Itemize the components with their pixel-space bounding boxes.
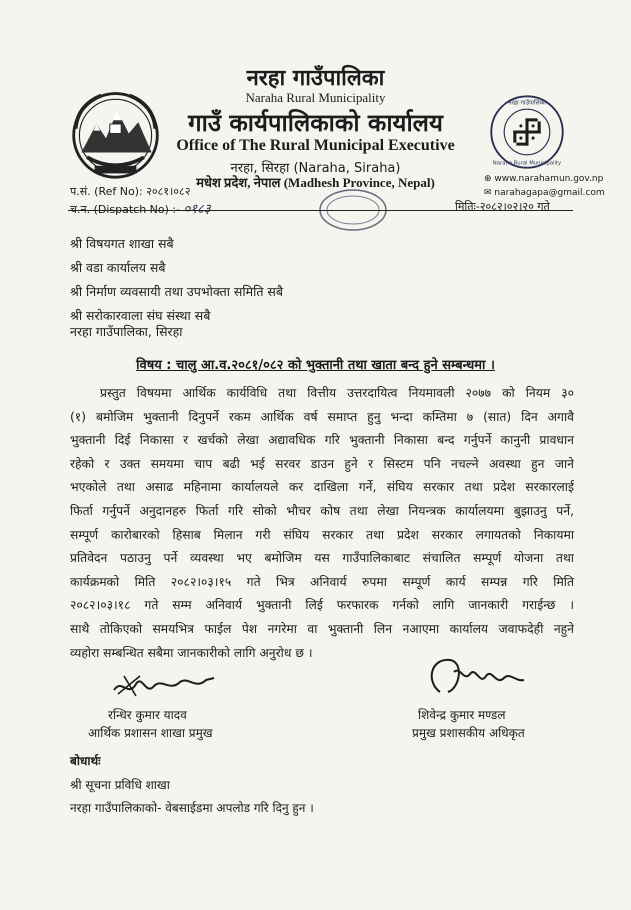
- addressee-line: नरहा गाउँपालिका, सिरहा: [70, 324, 183, 339]
- website: www.narahamun.gov.np: [494, 174, 604, 184]
- dispatch-label: च.न. (Dispatch No) :-: [70, 203, 181, 216]
- left-signatory-name: रन्धिर कुमार यादव: [108, 708, 187, 722]
- globe-icon: ⊕: [484, 174, 495, 184]
- body-line: सम्पूर्ण कारोबारको हिसाब मिलान गरी संघिय सरकार तथा प्रदेश सरकार लगायतको निकायमा: [70, 527, 574, 542]
- right-signature: [420, 652, 530, 702]
- body-line: प्रस्तुत विषयमा आर्थिक कार्यविधि तथा वित्तीय उत्तरदायित्व नियमावली २०७७ को नियम ३०: [100, 386, 574, 400]
- left-signature: [110, 668, 220, 704]
- cc-line: श्री सूचना प्रविधि शाखा: [70, 778, 170, 792]
- municipality-name-np: नरहा गाउँपालिका: [246, 66, 385, 91]
- body-line: (१) बमोजिम भुक्तानी दिनुपर्ने रकम आर्थिक वर्ष समाप्त हुनु भन्दा कम्तिमा ७ (सात) दिन अगावै: [70, 409, 574, 424]
- seal-text: नरहा गाउँपालिका: [508, 99, 546, 107]
- website-line: [484, 174, 603, 184]
- body-line: भुक्तानी दिई निकासा र खर्चको लेखा अद्यावधिक गरि भुक्तानी निकासा बन्द गर्नुपर्ने कानुनी प्रावधान: [70, 433, 574, 448]
- addressee-line: श्री सरोकारवाला संघ संस्था सबै: [70, 308, 211, 323]
- left-signatory-title: आर्थिक प्रशासन शाखा प्रमुख: [88, 726, 213, 740]
- letter-subject: [0, 355, 631, 373]
- addressee-line: श्री वडा कार्यालय सबै: [70, 260, 166, 275]
- subject-text: विषय : चालु आ.व.२०८१/०८२ को भुक्तानी तथा खाता बन्द हुने सम्बन्धमा ।: [136, 358, 495, 373]
- dispatch-number: [70, 199, 211, 217]
- office-name-en: Office of The Rural Municipal Executive: [176, 137, 455, 154]
- cc-title: बोधार्थः: [70, 754, 101, 768]
- dispatch-value: ०१८३: [183, 202, 211, 217]
- email: narahagapa@gmail.com: [494, 188, 605, 198]
- ref-number: प.सं. (Ref No): २०८१।०८२: [70, 185, 191, 198]
- body-line: २०८२।०३।१८ गते सम्म अनिवार्य भुक्तानी लिई फरफारक गर्नको लागि जानकारी गराईन्छ ।: [70, 598, 574, 613]
- addressee-line: श्री विषयगत शाखा सबै: [70, 236, 174, 251]
- body-line: कार्यक्रमको मिति २०८२।०३।१५ गते भित्र अनिवार्य रुपमा सम्पूर्ण कार्य सम्पन्न गरि मिति: [70, 574, 574, 589]
- email-line: [484, 188, 605, 198]
- municipality-name-en: Naraha Rural Municipality: [245, 90, 386, 105]
- svg-text:Naraha Rural Municipality: Naraha Rural Municipality: [492, 160, 562, 167]
- right-signatory-title: प्रमुख प्रशासकीय अधिकृत: [412, 726, 525, 740]
- letter-body: [70, 382, 574, 665]
- header-divider: [68, 210, 573, 211]
- body-line: प्रतिवेदन पठाउनु पर्ने व्यवस्था भए बमोजिम यस गाउँपालिकाबाट संचालित सम्पूर्ण योजना तथा: [70, 551, 574, 566]
- office-name-np: गाउँ कार्यपालिकाको कार्यालय: [188, 109, 443, 137]
- body-line: व्यहोरा सम्बन्धित सबैमा जानकारीको लागि अनुरोध छ ।: [70, 645, 313, 660]
- body-line: भएकोले तथा असाढ महिनामा कार्यालयले कर दाखिला गर्ने, संघिय सरकार तथा प्रदेश सरकारलाई: [70, 480, 574, 495]
- right-signatory-name: शिवेन्द्र कुमार मण्डल: [418, 708, 506, 722]
- mail-icon: ✉: [484, 188, 495, 198]
- body-line: साथै तोकिएको समयभित्र फाईल पेश नगरेमा वा भुक्तानी लिन नआएमा कार्यालय जवाफदेही नहुने: [70, 621, 574, 636]
- letter-date: मितिः-२०८२।०२।२० गते: [455, 200, 550, 213]
- body-line: रहेको र उक्त समयमा चाप बढी भई सरवर डाउन हुने र सिस्टम पनि नचल्ने अवस्था हुन जाने: [70, 456, 574, 471]
- addressee-line: श्री निर्माण व्यवसायी तथा उपभोक्ता समिति सबै: [70, 284, 284, 299]
- body-line: फिर्ता गर्नुपर्ने अनुदानहरु फिर्ता गरि सोको भौचर कोष तथा लेखा नियन्त्रक कार्यालयमा बुझाउनु पर्ने,: [70, 503, 574, 518]
- address-np: नरहा, सिरहा (Naraha, Siraha): [230, 161, 401, 176]
- cc-line: नरहा गाउँपालिकाको- वेबसाईडमा अपलोड गरि दिनु हुन ।: [70, 801, 314, 815]
- address-en: मधेश प्रदेश, नेपाल (Madhesh Province, Nepal): [196, 175, 435, 190]
